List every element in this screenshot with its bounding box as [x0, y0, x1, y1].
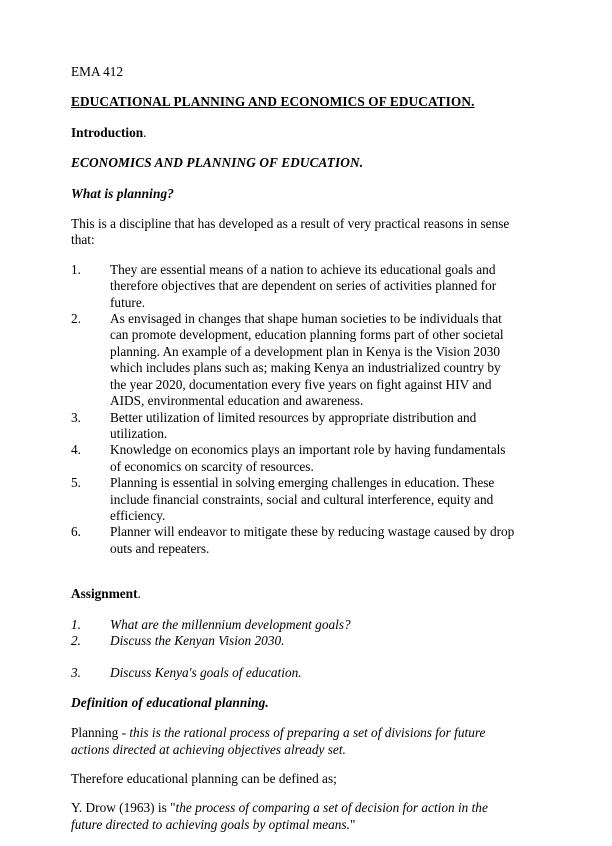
list-item-number: 1. [71, 616, 81, 632]
lead-paragraph: This is a discipline that has developed as a result of very practical reasons in sense that: [71, 216, 510, 248]
list-item-text: What are the millennium development goals? [110, 616, 351, 632]
planning-definition-body: this is the rational process of preparing a set of divisions for future actions directed at achieving objectives already set. [71, 725, 486, 757]
list-item-number: 3. [71, 409, 81, 425]
list-item-number: 1. [71, 261, 81, 277]
list-item [71, 617, 516, 633]
list-item [71, 524, 516, 557]
document-title: EDUCATIONAL PLANNING AND ECONOMICS OF EDUCATION. [71, 94, 475, 110]
list-item-number: 5. [71, 475, 81, 491]
list-item-number: 2. [71, 311, 81, 327]
list-item-number: 4. [71, 442, 81, 458]
list-item-number: 3. [71, 665, 81, 681]
section-heading: ECONOMICS AND PLANNING OF EDUCATION. [71, 155, 364, 171]
list-item-number: 2. [71, 632, 81, 648]
drow-citation-quote: the process of comparing a set of decision for action in the future directed to achieving goals by optimal means. [71, 800, 488, 832]
assignment-heading-label: Assignment [71, 586, 138, 602]
list-item-number: 6. [71, 524, 81, 540]
list-item [71, 311, 516, 409]
definition-heading: Definition of educational planning. [71, 694, 269, 710]
introduction-heading-period: . [143, 124, 147, 140]
list-item [71, 442, 516, 475]
therefore-paragraph: Therefore educational planning can be defined as; [71, 771, 337, 786]
drow-citation-prefix: Y. Drow (1963) is " [71, 800, 176, 816]
list-item-text: Knowledge on economics plays an important role by having fundamentals of economics on scarcity of resources. [110, 442, 506, 474]
question-heading: What is planning? [71, 185, 174, 201]
list-item-text: Better utilization of limited resources by appropriate distribution and utilization. [110, 409, 477, 441]
assignment-heading-period: . [137, 586, 141, 602]
introduction-heading [71, 125, 516, 141]
reasons-list [71, 262, 516, 557]
assignment-heading [71, 586, 516, 602]
document-body [71, 64, 516, 846]
list-item-text: Planning is essential in solving emerging challenges in education. These include financial constraints, social and cultural interference, equity and efficiency. [110, 475, 495, 523]
course-code: EMA 412 [71, 64, 124, 79]
list-item [71, 665, 516, 681]
planning-definition [71, 725, 516, 758]
drow-citation-suffix: " [349, 816, 356, 832]
list-item [71, 410, 516, 443]
planning-definition-term: Planning - [71, 725, 130, 741]
list-item [71, 633, 516, 649]
list-item-text: Discuss Kenya's goals of education. [110, 665, 302, 681]
list-item-text: Planner will endeavor to mitigate these by reducing wastage caused by drop outs and repeaters. [110, 524, 515, 556]
list-item [71, 475, 516, 524]
section-spacer [71, 557, 516, 586]
assignment-list [71, 617, 516, 682]
list-item-text: They are essential means of a nation to achieve its educational goals and therefore objectives that are dependent on series of activities planned for future. [110, 261, 497, 310]
list-item-text: Discuss the Kenyan Vision 2030. [110, 632, 285, 648]
list-item-text: As envisaged in changes that shape human societies to be individuals that can promote development, education planning forms part of other societal planning. An example of a development plan in Kenya is the Vision 2030 which includes plans such as; making Kenya an industrialized country by the year 2020, documentation every five years on fight against HIV and AIDS, environmental education and awareness. [110, 311, 504, 409]
list-item [71, 262, 516, 311]
introduction-heading-label: Introduction [71, 124, 144, 140]
drow-citation [71, 800, 516, 833]
